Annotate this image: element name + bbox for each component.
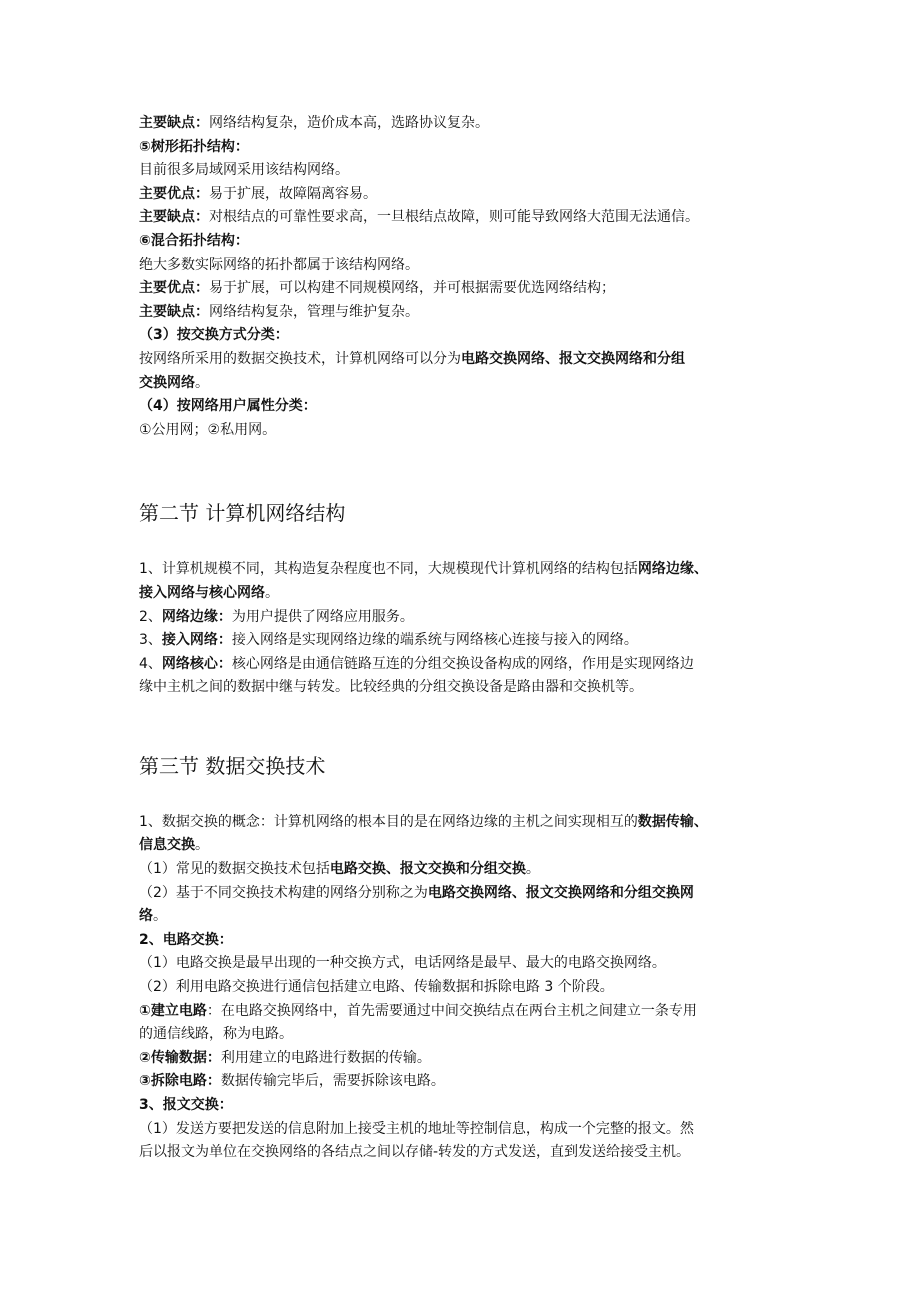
disadvantage-line: 主要缺点：网络结构复杂，管理与维护复杂。 — [139, 303, 419, 320]
establish-circuit-line: ①建立电路：在电路交换网络中，首先需要通过中间交换结点在两台主机之间建立一条专用 — [139, 1002, 697, 1019]
paragraph: 络。 — [139, 908, 167, 925]
advantage-line: 主要优点：易于扩展，可以构建不同规模网络，并可根据需要优选网络结构； — [139, 280, 615, 297]
section-title: 第二节 计算机网络结构 — [139, 501, 346, 526]
network-core-line: 4、网络核心：核心网络是由通信链路互连的分组交换设备构成的网络，作用是实现网络边 — [139, 655, 694, 672]
paragraph: （1）发送方要把发送的信息附加上接受主机的地址等控制信息，构成一个完整的报文。然 — [139, 1120, 694, 1137]
user-attribute-heading: （4）按网络用户属性分类： — [139, 398, 317, 415]
disadvantage-line: 主要缺点：对根结点的可靠性要求高，一旦根结点故障，则可能导致网络大范围无法通信。 — [139, 209, 699, 226]
network-edge-line: 2、网络边缘：为用户提供了网络应用服务。 — [139, 608, 414, 625]
access-network-line: 3、接入网络：接入网络是实现网络边缘的端系统与网络核心连接与接入的网络。 — [139, 632, 638, 649]
switching-classification-heading: （3）按交换方式分类： — [139, 327, 289, 344]
disadvantage-line: 主要缺点：网络结构复杂，造价成本高，选路协议复杂。 — [139, 115, 489, 131]
message-switching-heading: 3、报文交换： — [139, 1097, 233, 1113]
paragraph: 信息交换。 — [139, 837, 209, 854]
paragraph: 接入网络与核心网络。 — [139, 584, 279, 601]
transmit-data-line: ②传输数据：利用建立的电路进行数据的传输。 — [139, 1049, 431, 1066]
hybrid-topology-heading: ⑥混合拓扑结构： — [139, 232, 249, 249]
paragraph: 的通信线路，称为电路。 — [139, 1026, 293, 1043]
document-page — [139, 112, 799, 1165]
section-title: 第三节 数据交换技术 — [139, 753, 326, 778]
release-circuit-line: ③拆除电路：数据传输完毕后，需要拆除该电路。 — [139, 1073, 445, 1090]
paragraph: 交换网络。 — [139, 374, 209, 391]
circuit-switching-heading: 2、电路交换： — [139, 931, 233, 948]
paragraph: （1）常见的数据交换技术包括电路交换、报文交换和分组交换。 — [139, 861, 540, 878]
paragraph: 缘中主机之间的数据中继与转发。比较经典的分组交换设备是路由器和交换机等。 — [139, 679, 643, 696]
paragraph: （2）利用电路交换进行通信包括建立电路、传输数据和拆除电路 3 个阶段。 — [139, 979, 614, 996]
paragraph: 按网络所采用的数据交换技术，计算机网络可以分为电路交换网络、报文交换网络和分组 — [139, 350, 685, 367]
paragraph: （2）基于不同交换技术构建的网络分别称之为电路交换网络、报文交换网络和分组交换网 — [139, 884, 694, 901]
tree-topology-heading: ⑤树形拓扑结构： — [139, 138, 249, 155]
paragraph: ①公用网；②私用网。 — [139, 421, 277, 438]
advantage-line: 主要优点：易于扩展，故障隔离容易。 — [139, 185, 377, 202]
paragraph: 绝大多数实际网络的拓扑都属于该结构网络。 — [139, 256, 419, 273]
paragraph: 后以报文为单位在交换网络的各结点之间以存储-转发的方式发送，直到发送给接受主机。 — [139, 1144, 691, 1161]
paragraph: 1、数据交换的概念：计算机网络的根本目的是在网络边缘的主机之间实现相互的数据传输、 — [139, 813, 708, 830]
paragraph: （1）电路交换是最早出现的一种交换方式，电话网络是最早、最大的电路交换网络。 — [139, 955, 666, 972]
paragraph: 1、计算机规模不同，其构造复杂程度也不同，大规模现代计算机网络的结构包括网络边缘、 — [139, 561, 708, 578]
paragraph: 目前很多局域网采用该结构网络。 — [139, 162, 349, 179]
